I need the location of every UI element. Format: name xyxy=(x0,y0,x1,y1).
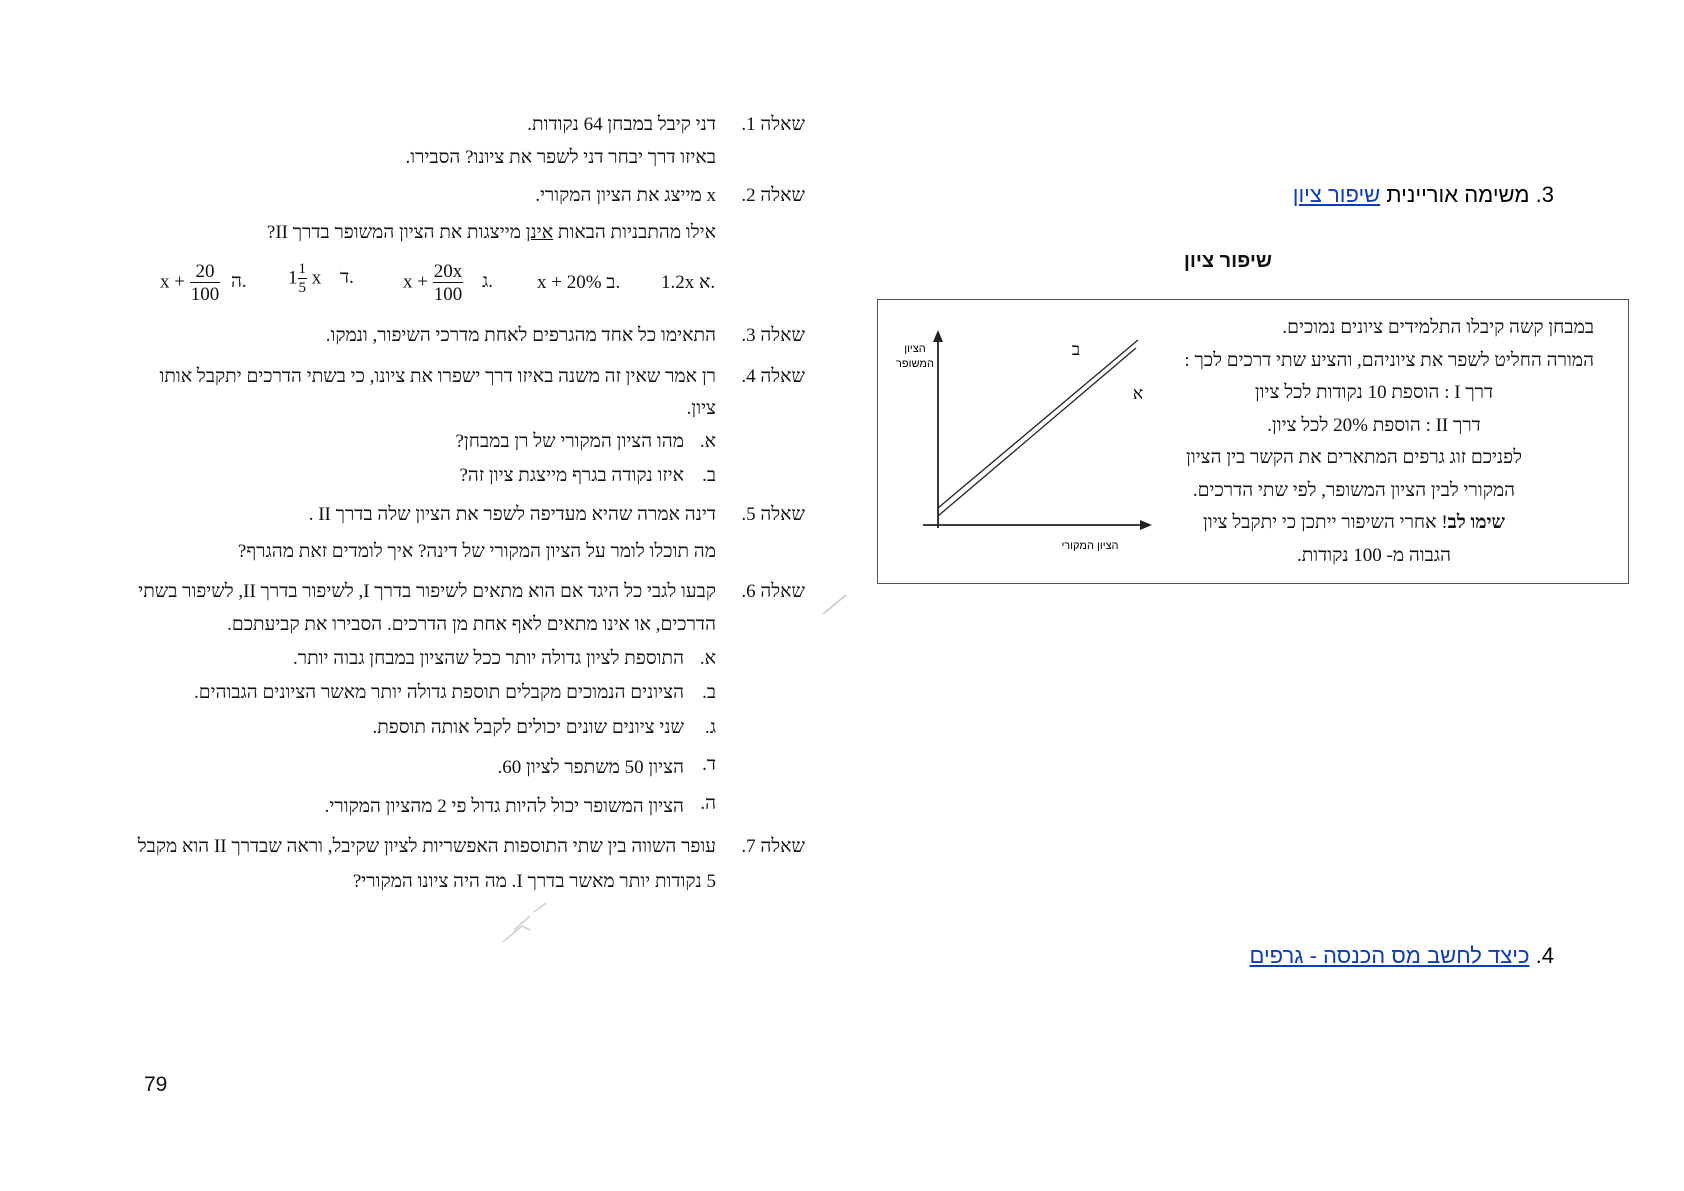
q4-sub-text: איזו נקודה בגרף מייצגת ציון זה? xyxy=(459,465,684,486)
page-number: 79 xyxy=(144,1073,168,1096)
x-axis-label: הציון המקורי xyxy=(1061,540,1119,552)
card-title: שיפור ציון xyxy=(1183,250,1272,272)
q4-sub-mark: ב. xyxy=(702,465,716,486)
q2-option-a xyxy=(661,272,715,294)
q1-label: שאלה 1. xyxy=(741,114,805,135)
option-e-pre: x + xyxy=(160,271,185,293)
option-d-whole: 1 xyxy=(288,267,298,289)
q6-sub-text: הציון 50 משתפר לציון 60. xyxy=(497,757,684,778)
y-axis-label-1: הציון xyxy=(904,343,926,355)
option-e-mark: ה. xyxy=(230,271,247,293)
q6-sub-text: הציונים הנמוכים מקבלים תוספת גדולה יותר מאשר הציונים הגבוהים. xyxy=(194,682,684,703)
line-a-label: א xyxy=(1132,384,1144,403)
option-e-fraction xyxy=(190,262,221,304)
q6-sub-mark: ה. xyxy=(700,793,716,814)
option-c-mark: ג. xyxy=(481,271,493,293)
x-axis-arrow xyxy=(1140,520,1152,530)
graph-line-a xyxy=(938,348,1136,516)
task-3-link[interactable]: שיפור ציון xyxy=(1292,182,1381,207)
option-b-mark: ב. xyxy=(606,272,621,293)
card-note xyxy=(1114,507,1594,540)
option-e-num: 20 xyxy=(190,262,221,283)
option-d-num: 1 xyxy=(298,261,306,277)
q4-sub-mark: א. xyxy=(699,431,716,452)
card-note-bold: שימו לב xyxy=(1447,512,1506,533)
q2-option-e xyxy=(160,262,247,304)
q2-line-underlined: אינן xyxy=(525,222,554,243)
option-a-expr: 1.2x xyxy=(661,272,695,293)
q2-option-c xyxy=(403,262,493,304)
card-line: המקורי לבין הציון המשופר, לפי שתי הדרכים. xyxy=(1192,479,1516,501)
option-d-mark: ד. xyxy=(340,267,354,289)
option-a-mark: א. xyxy=(699,272,716,293)
q6-sub-text: שני ציונים שונים יכולים לקבל אותה תוספת. xyxy=(372,717,684,738)
card-line: הגבוה מ- 100 נקודות. xyxy=(1296,544,1452,566)
q2-line-pre: אילו מהתבניות הבאות xyxy=(557,222,716,243)
q4-label: שאלה 4. xyxy=(741,366,805,387)
q3-label: שאלה 3. xyxy=(741,325,805,346)
q6-sub-text: הציון המשופר יכול להיות גדול פי 2 מהציון המקורי. xyxy=(324,796,684,817)
q6-sub-mark: ד. xyxy=(702,754,716,775)
improvement-graph xyxy=(878,300,1178,585)
task-4-number: 4. xyxy=(1535,943,1554,968)
scan-mark xyxy=(820,592,850,618)
q2-line: x מייצג את הציון המקורי. xyxy=(535,185,716,206)
card-line: המורה החליט לשפר את ציוניהם, והציע שתי דרכים לכך : xyxy=(1184,349,1594,371)
scan-mark xyxy=(500,900,550,946)
card-line: דרך I : הוספת 10 נקודות לכל ציון xyxy=(1254,382,1494,403)
q2-line xyxy=(267,222,716,244)
task-4-link[interactable]: כיצד לחשב מס הכנסה - גרפים xyxy=(1249,943,1530,968)
card-line: לפניכם זוג גרפים המתארים את הקשר בין הציון xyxy=(1186,447,1522,468)
option-c-den: 100 xyxy=(433,284,463,305)
option-c-num: 20x xyxy=(433,261,463,282)
q6-line: הדרכים, או אינו מתאים לאף אחת מן הדרכים. הסבירו את קביעתכם. xyxy=(227,614,716,635)
q4-line: ציון. xyxy=(686,398,716,419)
q5-line: מה תוכלו לומר על הציון המקורי של דינה? איך לומדים זאת מהגרף? xyxy=(237,541,716,562)
q2-line-post: מייצגות את הציון המשופר בדרך II? xyxy=(266,222,521,243)
q7-line: 5 נקודות יותר מאשר בדרך I. מה היה ציונו המקורי? xyxy=(352,871,716,892)
task-3-number: 3. xyxy=(1535,182,1554,207)
q6-sub-text: התוספת לציון גדולה יותר ככל שהציון במבחן גבוה יותר. xyxy=(293,648,684,669)
card-text xyxy=(1114,312,1594,572)
q4-line: רן אמר שאין זה משנה באיזו דרך ישפרו את ציונו, כי בשתי הדרכים יתקבל אותו xyxy=(159,366,716,387)
option-e-den: 100 xyxy=(190,284,220,305)
option-d-den: 5 xyxy=(298,280,306,296)
option-c-pre: x + xyxy=(403,271,428,293)
line-b-label: ב xyxy=(1071,340,1081,359)
card-line: במבחן קשה קיבלו התלמידים ציונים נמוכים. xyxy=(1282,317,1594,338)
option-c-fraction xyxy=(433,262,464,304)
q1-line: דני קיבל במבחן 64 נקודות. xyxy=(527,114,716,135)
q6-sub-mark: א. xyxy=(699,648,716,669)
q7-line: עופר השווה בין שתי התוספות האפשריות לציון שקיבל, וראה שבדרך II הוא מקבל xyxy=(137,836,716,857)
card-line: דרך II : הוספת 20% לכל ציון. xyxy=(1267,414,1481,436)
q1-line: באיזו דרך יבחר דני לשפר את ציונו? הסבירו. xyxy=(405,147,716,168)
q3-text: התאימו כל אחד מהגרפים לאחת מדרכי השיפור, ונמקו. xyxy=(325,325,716,346)
option-d-var: x xyxy=(311,267,322,289)
q4-sub-text: מהו הציון המקורי של רן במבחן? xyxy=(455,431,684,452)
q5-label: שאלה 5. xyxy=(741,504,805,525)
q2-option-d xyxy=(288,262,354,296)
q6-line: קבעו לגבי כל היגד אם הוא מתאים לשיפור בדרך I, לשיפור בדרך II, לשיפור בשתי xyxy=(138,581,716,602)
q2-option-b xyxy=(537,272,620,294)
q7-label: שאלה 7. xyxy=(741,836,805,857)
y-axis-arrow xyxy=(933,330,943,342)
q5-line: דינה אמרה שהיא מעדיפה לשפר את הציון שלה בדרך II . xyxy=(308,504,716,525)
card-note-rest: ! אחרי השיפור ייתכן כי יתקבל ציון xyxy=(1202,512,1448,533)
q6-label: שאלה 6. xyxy=(741,581,805,602)
problem-card xyxy=(877,299,1629,584)
task-3-line xyxy=(1293,182,1554,208)
q6-sub-mark: ב. xyxy=(702,682,716,703)
q6-sub-mark: ג. xyxy=(704,717,716,738)
q2-label: שאלה 2. xyxy=(741,185,805,206)
graph-line-b xyxy=(938,340,1138,508)
y-axis-label-2: המשופר xyxy=(896,358,934,370)
task-4-line xyxy=(1249,943,1554,969)
option-b-expr: x + 20% xyxy=(537,272,602,293)
task-3-prefix: משימה אוריינית xyxy=(1386,182,1530,207)
option-d-fraction xyxy=(298,262,308,296)
